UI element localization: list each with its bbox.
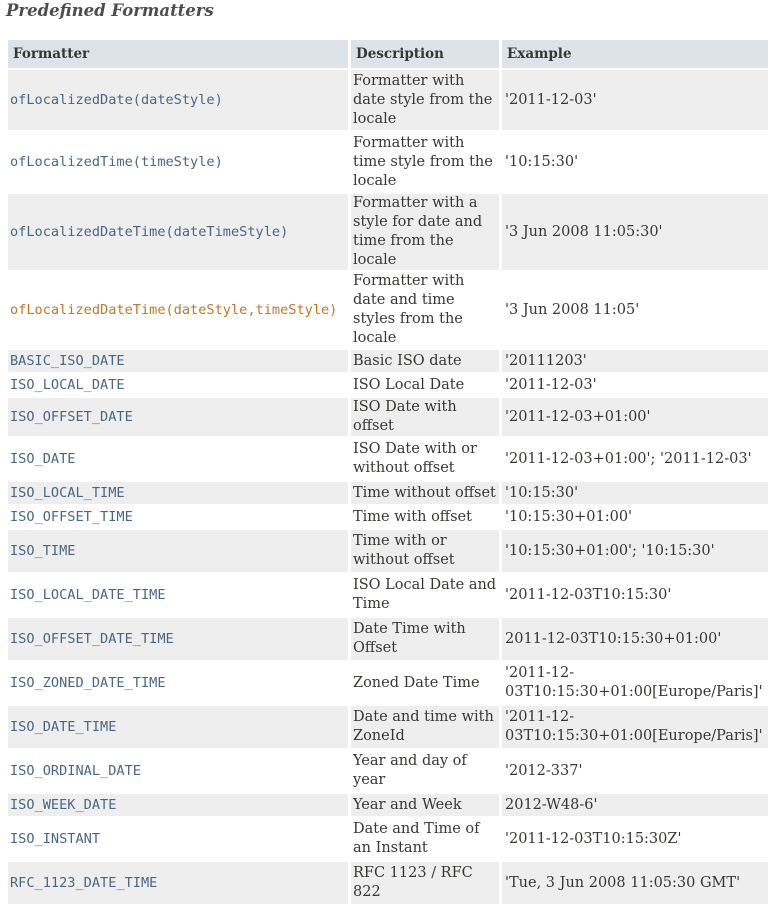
formatter-example: '2012-337' [502,750,768,792]
formatter-example: '2011-12-03T10:15:30+01:00[Europe/Paris]' [502,706,768,748]
formatter-example: '2011-12-03' [502,374,768,396]
formatter-link[interactable]: ISO_WEEK_DATE [8,794,348,816]
formatter-link[interactable]: ISO_INSTANT [8,818,348,860]
formatter-description: Formatter with date and time styles from the locale [351,272,499,348]
formatter-link-hovered[interactable]: ofLocalizedDateTime(dateStyle,timeStyle) [8,272,348,348]
table-row [8,70,768,130]
formatter-link[interactable]: ISO_DATE_TIME [8,706,348,748]
table-header-row [8,40,768,68]
formatter-example: '2011-12-03T10:15:30' [502,574,768,616]
table-row [8,482,768,504]
formatter-link[interactable]: BASIC_ISO_DATE [8,350,348,372]
column-header-example: Example [502,40,768,68]
table-row [8,574,768,616]
table-row [8,862,768,904]
formatter-link[interactable]: ISO_ORDINAL_DATE [8,750,348,792]
table-row [8,794,768,816]
formatter-example: '10:15:30+01:00'; '10:15:30' [502,530,768,572]
formatter-example: '2011-12-03+01:00' [502,398,768,436]
formatter-link[interactable]: ISO_LOCAL_DATE_TIME [8,574,348,616]
formatter-link[interactable]: ofLocalizedDate(dateStyle) [8,70,348,130]
formatter-description: Date and time with ZoneId [351,706,499,748]
formatter-description: Date Time with Offset [351,618,499,660]
table-row [8,272,768,348]
table-row [8,750,768,792]
formatter-example: '2011-12-03+01:00'; '2011-12-03' [502,438,768,480]
formatter-link[interactable]: ISO_LOCAL_TIME [8,482,348,504]
column-header-formatter: Formatter [8,40,348,68]
formatter-example: 2011-12-03T10:15:30+01:00' [502,618,768,660]
formatter-link[interactable]: ISO_OFFSET_DATE [8,398,348,436]
table-row [8,350,768,372]
section-title: Predefined Formatters [6,1,214,20]
table-row [8,662,768,704]
formatter-example: '10:15:30+01:00' [502,506,768,528]
formatter-example: '2011-12-03' [502,70,768,130]
formatter-example: '10:15:30' [502,132,768,192]
table-row [8,706,768,748]
table-row [8,438,768,480]
formatter-description: RFC 1123 / RFC 822 [351,862,499,904]
formatter-link[interactable]: ofLocalizedDateTime(dateTimeStyle) [8,194,348,270]
formatter-description: ISO Date with or without offset [351,438,499,480]
formatter-link[interactable]: ofLocalizedTime(timeStyle) [8,132,348,192]
table-row [8,530,768,572]
formatter-description: Time with offset [351,506,499,528]
formatter-description: ISO Date with offset [351,398,499,436]
predefined-formatters-table [5,38,771,906]
formatter-description: Year and day of year [351,750,499,792]
formatter-description: Basic ISO date [351,350,499,372]
formatter-link[interactable]: RFC_1123_DATE_TIME [8,862,348,904]
formatter-description: ISO Local Date [351,374,499,396]
formatter-example: '3 Jun 2008 11:05:30' [502,194,768,270]
formatter-example: '20111203' [502,350,768,372]
formatter-description: Formatter with time style from the locale [351,132,499,192]
formatter-description: Time with or without offset [351,530,499,572]
formatter-description: Formatter with date style from the locale [351,70,499,130]
table-row [8,398,768,436]
formatter-description: Date and Time of an Instant [351,818,499,860]
formatter-example: '2011-12-03T10:15:30Z' [502,818,768,860]
formatter-link[interactable]: ISO_OFFSET_DATE_TIME [8,618,348,660]
formatter-example: 2012-W48-6' [502,794,768,816]
formatter-example: '10:15:30' [502,482,768,504]
formatter-description: Time without offset [351,482,499,504]
formatter-example: 'Tue, 3 Jun 2008 11:05:30 GMT' [502,862,768,904]
formatter-description: ISO Local Date and Time [351,574,499,616]
column-header-description: Description [351,40,499,68]
table-row [8,818,768,860]
table-row [8,506,768,528]
formatter-description: Zoned Date Time [351,662,499,704]
table-row [8,618,768,660]
table-row [8,132,768,192]
formatter-link[interactable]: ISO_OFFSET_TIME [8,506,348,528]
formatter-example: '2011-12-03T10:15:30+01:00[Europe/Paris]' [502,662,768,704]
formatter-description: Formatter with a style for date and time from the locale [351,194,499,270]
formatter-link[interactable]: ISO_DATE [8,438,348,480]
table-row [8,374,768,396]
formatter-link[interactable]: ISO_ZONED_DATE_TIME [8,662,348,704]
formatter-link[interactable]: ISO_TIME [8,530,348,572]
formatter-example: '3 Jun 2008 11:05' [502,272,768,348]
table-row [8,194,768,270]
formatter-description: Year and Week [351,794,499,816]
formatter-link[interactable]: ISO_LOCAL_DATE [8,374,348,396]
